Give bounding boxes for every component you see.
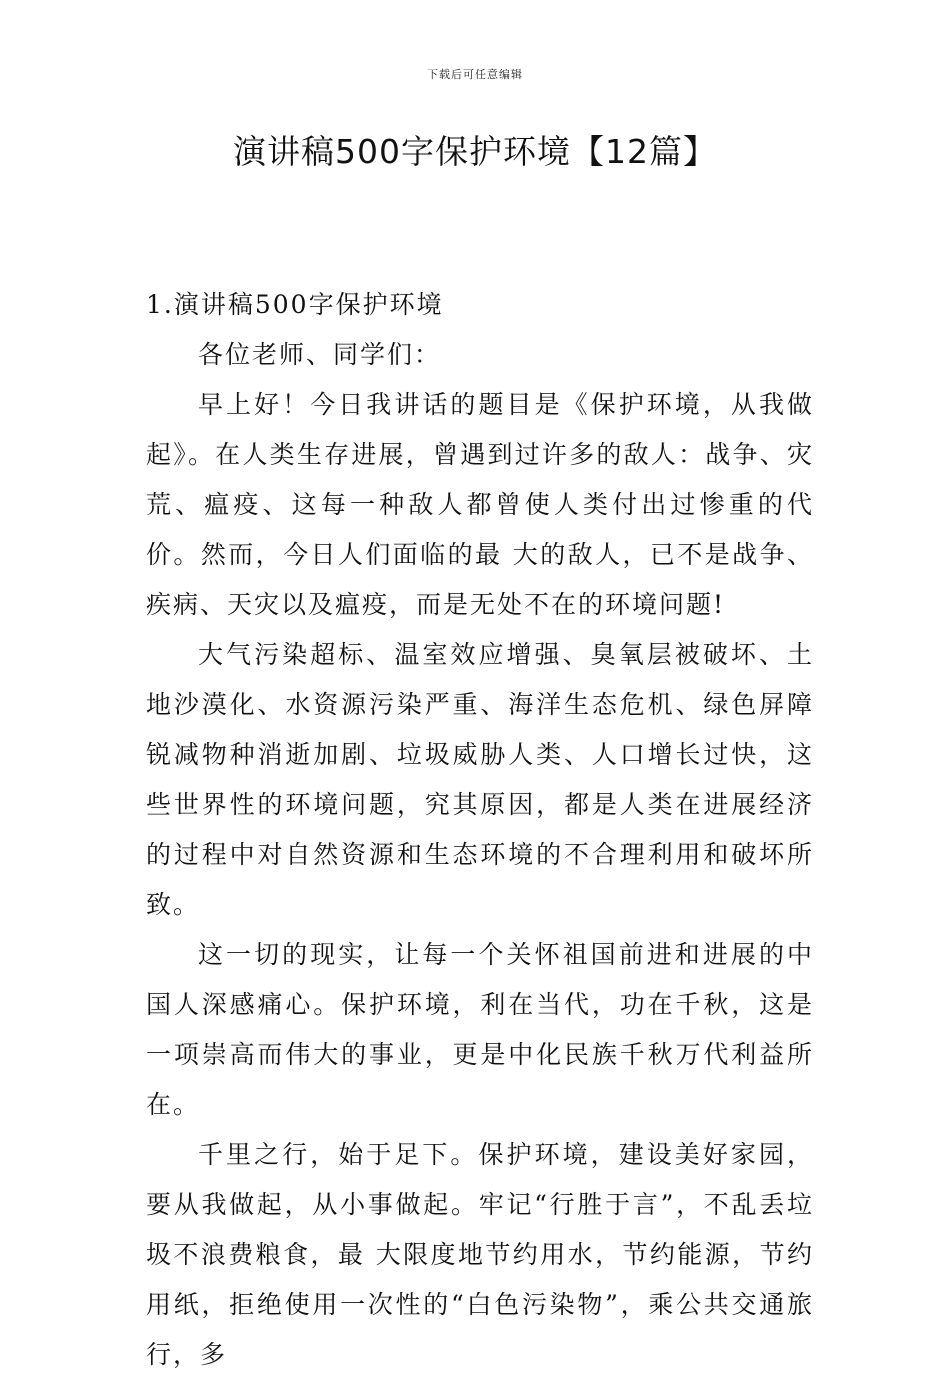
salutation-paragraph: 各位老师、同学们： xyxy=(198,340,442,369)
body-paragraph: 这一切的现实，让每一个关怀祖国前进和进展的中国人深感痛心。保护环境，利在当代，功在千秋，这是一项崇高而伟大的事业，更是中化民族千秋万代利益所在。 xyxy=(146,940,814,1119)
body-paragraph: 大气污染超标、温室效应增强、臭氧层被破坏、土地沙漠化、水资源污染严重、海洋生态危机、绿色屏障锐减物种消逝加剧、垃圾威胁人类、人口增长过快，这些世界性的环境问题，究其原因，都是人类在进展经济的过程中对自然资源和生态环境的不合理利用和破坏所致。 xyxy=(146,640,814,919)
body-paragraph: 千里之行，始于足下。保护环境，建设美好家园，要从我做起，从小事做起。牢记“行胜于言”，不乱丢垃圾不浪费粮食，最 大限度地节约用水，节约能源，节约用纸，拒绝使用一次性的“白色污染物”，乘公共交通旅行，多 xyxy=(146,1140,814,1369)
document-body xyxy=(146,280,814,1380)
header-note: 下载后可任意编辑 xyxy=(427,68,523,81)
body-paragraph: 早上好！今日我讲话的题目是《保护环境，从我做起》。在人类生存进展，曾遇到过许多的敌人：战争、灾荒、瘟疫、这每一种敌人都曾使人类付出过惨重的代价。然而，今日人们面临的最 大的敌人，已不是战争、疾病、天灾以及瘟疫，而是无处不在的环境问题! xyxy=(146,390,814,619)
section-heading: 1.演讲稿500字保护环境 xyxy=(146,290,444,319)
document-title: 演讲稿500字保护环境【12篇】 xyxy=(233,132,717,171)
